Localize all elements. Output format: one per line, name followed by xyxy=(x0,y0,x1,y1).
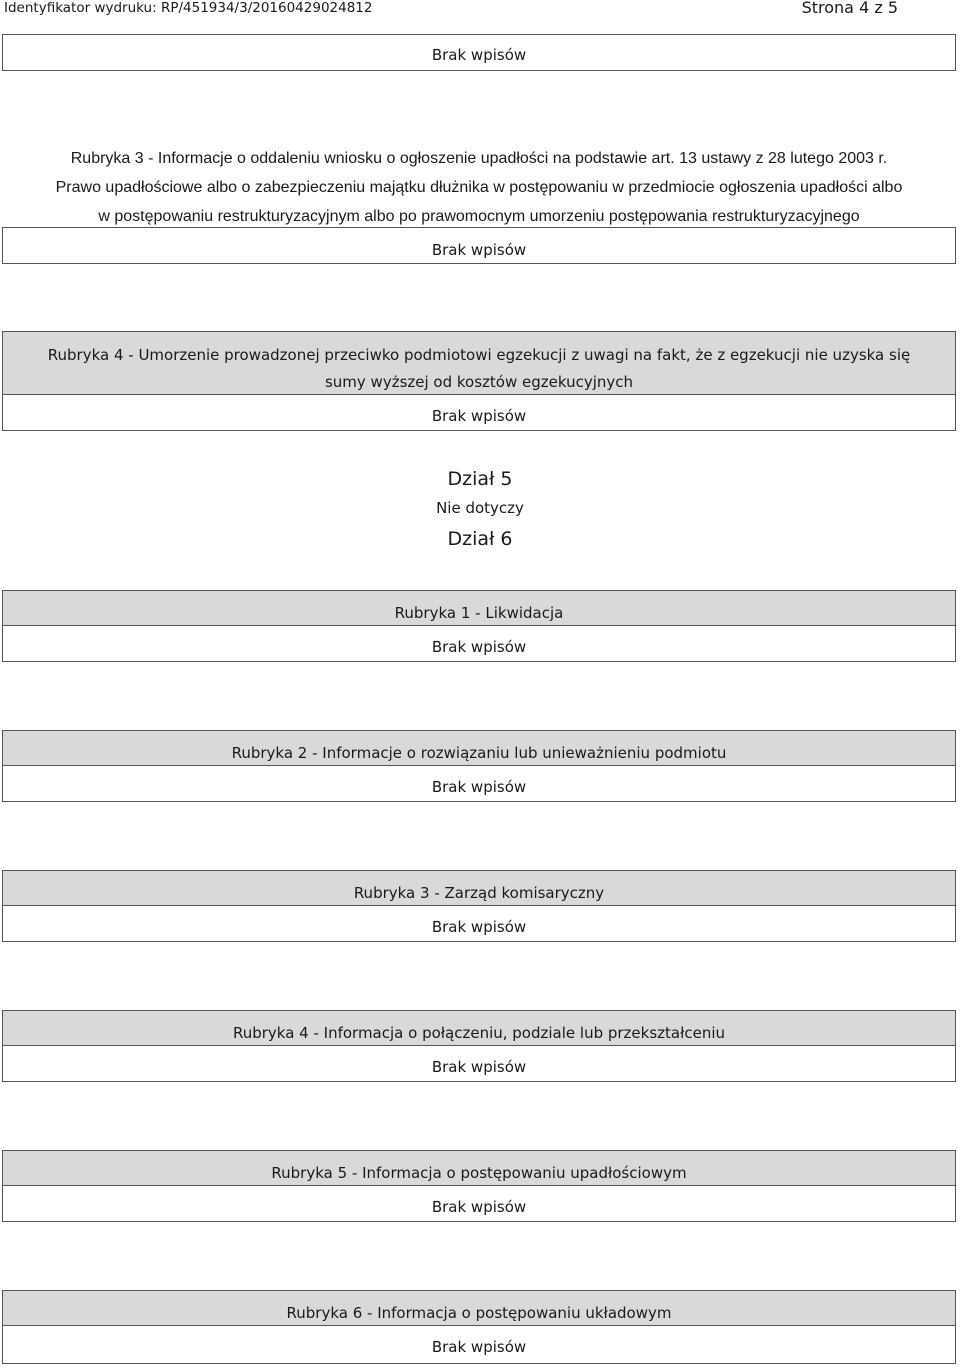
rubryka-entry xyxy=(2,1325,956,1364)
rubryka-title: Rubryka 4 - Informacja o połączeniu, podziale lub przekształceniu xyxy=(232,1024,726,1042)
rubryka-4-title-line2: sumy wyższej od kosztów egzekucyjnych xyxy=(324,373,634,391)
print-identifier: Identyfikator wydruku: RP/451934/3/20160429024812 xyxy=(4,0,373,16)
entry-text: Brak wpisów xyxy=(431,918,527,936)
rubryka-title: Rubryka 1 - Likwidacja xyxy=(394,604,564,622)
rubryka-entry xyxy=(2,1185,956,1222)
rubryka-4-entry xyxy=(2,394,956,431)
dzial-6-rubryka-5 xyxy=(2,1150,956,1222)
rubryka-title: Rubryka 2 - Informacje o rozwiązaniu lub unieważnieniu podmiotu xyxy=(231,744,727,762)
entry-text: Brak wpisów xyxy=(431,241,527,259)
rubryka-entry xyxy=(2,765,956,802)
rubryka-3-entry xyxy=(2,227,956,264)
dzial-6-rubryka-4 xyxy=(2,1010,956,1082)
rubryka-4-title xyxy=(3,332,955,396)
entry-text: Brak wpisów xyxy=(431,1198,527,1216)
rubryka-4-title-line1: Rubryka 4 - Umorzenie prowadzonej przeciwko podmiotowi egzekucji z uwagi na fakt, że z egzekucji nie uzyska się xyxy=(47,346,911,364)
entry-text: Brak wpisów xyxy=(431,1338,527,1356)
rubryka-3-title-line3: w postępowaniu restrukturyzacyjnym albo po prawomocnym umorzeniu postępowania restrukturyzacyjnego xyxy=(98,208,860,225)
dzial-5-note: Nie dotyczy xyxy=(436,499,524,517)
entry-box-top xyxy=(2,34,956,71)
entry-text: Brak wpisów xyxy=(431,1058,527,1076)
rubryka-title: Rubryka 6 - Informacja o postępowaniu układowym xyxy=(286,1304,672,1322)
entry-text: Brak wpisów xyxy=(431,46,527,64)
rubryka-3-title-line2: Prawo upadłościowe albo o zabezpieczeniu majątku dłużnika w postępowaniu w przedmiocie ogłoszenia upadłości albo xyxy=(55,179,903,196)
rubryka-3-block xyxy=(2,144,956,231)
rubryka-title: Rubryka 5 - Informacja o postępowaniu upadłościowym xyxy=(271,1164,687,1182)
entry-text: Brak wpisów xyxy=(431,638,527,656)
dzial-5-heading: Dział 5 xyxy=(447,468,513,490)
rubryka-entry xyxy=(2,905,956,942)
rubryka-entry xyxy=(2,1045,956,1082)
dzial-6-heading: Dział 6 xyxy=(447,528,513,550)
dzial-6-rubryka-2 xyxy=(2,730,956,802)
dzial-6-rubryka-3 xyxy=(2,870,956,942)
dzial-6-rubryka-6 xyxy=(2,1290,956,1364)
rubryka-4-block xyxy=(2,331,956,431)
entry-text: Brak wpisów xyxy=(431,407,527,425)
rubryka-3-title xyxy=(2,144,956,231)
entry-text: Brak wpisów xyxy=(431,778,527,796)
rubryka-3-title-line1: Rubryka 3 - Informacje o oddaleniu wniosku o ogłoszenie upadłości na podstawie art. 13 ustawy z 28 lutego 2003 r. xyxy=(70,150,888,167)
rubryka-entry xyxy=(2,625,956,662)
dzial-6-rubryka-1 xyxy=(2,590,956,662)
rubryka-title: Rubryka 3 - Zarząd komisaryczny xyxy=(353,884,605,902)
page-number: Strona 4 z 5 xyxy=(801,0,898,17)
